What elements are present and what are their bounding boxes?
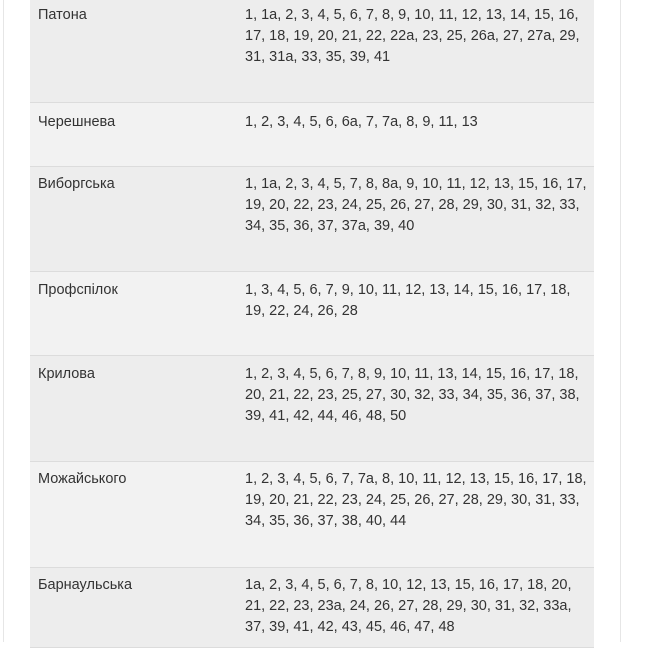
street-name: Крилова — [38, 365, 95, 382]
house-numbers: 1, 2, 3, 4, 5, 6, 6а, 7, 7а, 8, 9, 11, 13 — [245, 113, 478, 130]
house-numbers: 1, 1а, 2, 3, 4, 5, 6, 7, 8, 9, 10, 11, 12, 13, 14, 15, 16, 17, 18, 19, 20, 21, 22, 22а, 23, 25, 26а, 27, 27а, 29, 31, 31а, 33, 35, 39, 41 — [245, 7, 580, 65]
street-name: Виборгська — [38, 175, 115, 192]
content-frame — [3, 0, 621, 642]
table-row — [30, 0, 594, 102]
street-name-cell — [30, 102, 245, 166]
house-numbers-cell — [245, 461, 594, 567]
table-row — [30, 102, 594, 166]
street-name-cell — [30, 355, 245, 461]
house-numbers: 1, 1а, 2, 3, 4, 5, 7, 8, 8а, 9, 10, 11, 12, 13, 15, 16, 17, 19, 20, 22, 23, 24, 25, 26, 27, 28, 29, 30, 31, 32, 33, 34, 35, 36, 37, 37а, 39, 40 — [245, 175, 587, 234]
table-row — [30, 355, 594, 461]
street-name-cell — [30, 461, 245, 567]
street-name: Профспілок — [38, 281, 118, 298]
street-name-cell — [30, 271, 245, 355]
house-numbers: 1, 2, 3, 4, 5, 6, 7, 8, 9, 10, 11, 13, 14, 15, 16, 17, 18, 20, 21, 22, 23, 25, 27, 30, 32, 33, 34, 35, 36, 37, 38, 39, 41, 42, 44, 46, 48, 50 — [245, 365, 580, 424]
street-name: Черешнева — [38, 113, 116, 130]
table-row — [30, 461, 594, 567]
house-numbers: 1а, 2, 3, 4, 5, 6, 7, 8, 10, 12, 13, 15, 16, 17, 18, 20, 21, 22, 23, 23а, 24, 26, 27, 28, 29, 30, 31, 32, 33а, 37, 39, 41, 42, 43, 45, 46, 47, 48 — [245, 576, 572, 635]
streets-table — [30, 0, 594, 648]
street-name-cell — [30, 0, 245, 102]
street-name: Патона — [38, 7, 87, 23]
house-numbers: 1, 2, 3, 4, 5, 6, 7, 7а, 8, 10, 11, 12, 13, 15, 16, 17, 18, 19, 20, 21, 22, 23, 24, 25, 26, 27, 28, 29, 30, 31, 33, 34, 35, 36, 37, 38, 40, 44 — [245, 470, 587, 529]
table-row — [30, 567, 594, 647]
house-numbers-cell — [245, 0, 594, 102]
street-name-cell — [30, 567, 245, 647]
street-name: Можайського — [38, 470, 127, 487]
street-name-cell — [30, 166, 245, 271]
house-numbers-cell — [245, 271, 594, 355]
house-numbers-cell — [245, 166, 594, 271]
house-numbers-cell — [245, 102, 594, 166]
house-numbers-cell — [245, 567, 594, 647]
house-numbers: 1, 3, 4, 5, 6, 7, 9, 10, 11, 12, 13, 14, 15, 16, 17, 18, 19, 22, 24, 26, 28 — [245, 281, 571, 319]
street-name: Барнаульська — [38, 576, 133, 593]
table-row — [30, 271, 594, 355]
house-numbers-cell — [245, 355, 594, 461]
table-row — [30, 166, 594, 271]
